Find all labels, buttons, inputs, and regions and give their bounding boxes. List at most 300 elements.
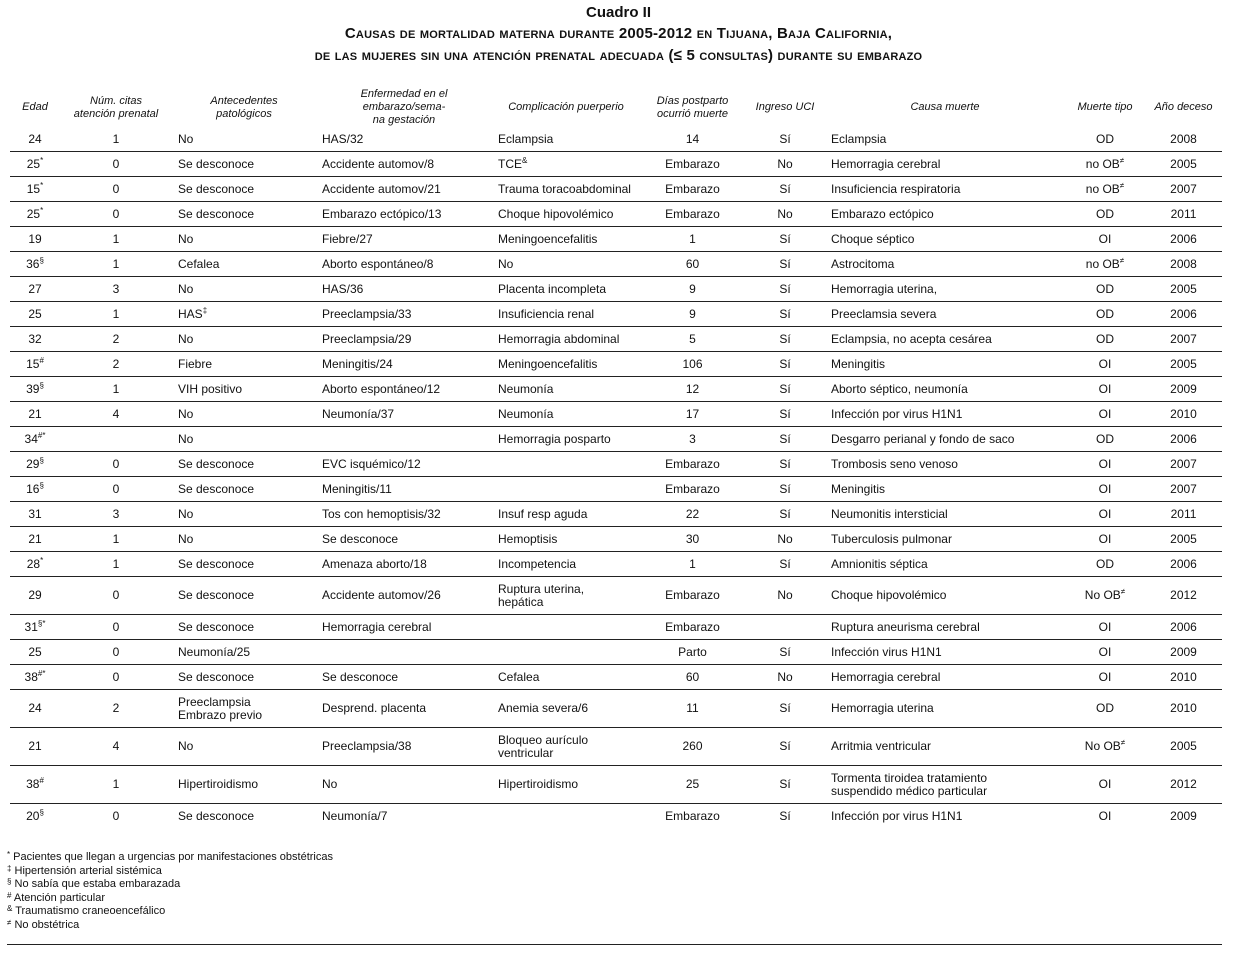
cell-antecedentes: [172, 804, 316, 829]
cell-uci-text: Sí: [779, 431, 791, 446]
footnote-marker: &: [522, 155, 528, 165]
cell-enfermedad: [316, 377, 492, 402]
cell-anio-text: 2009: [1170, 381, 1197, 396]
cell-citas: [60, 477, 172, 502]
cell-dias-text: 9: [689, 281, 696, 296]
cell-anio: [1145, 766, 1222, 804]
cell-tipo-text: OI: [1098, 808, 1112, 823]
cell-dias: [640, 615, 745, 640]
cell-complicacion: [492, 427, 640, 452]
cell-complicacion: [492, 202, 640, 227]
cell-dias: [640, 177, 745, 202]
cell-complicacion: [492, 728, 640, 766]
cell-edad-text: 21: [28, 406, 42, 421]
cell-edad-text: 29: [26, 456, 40, 471]
cell-anio-text: 2007: [1170, 331, 1197, 346]
cell-citas-text: 0: [112, 456, 120, 471]
cell-enfermedad: [316, 640, 492, 665]
cell-edad-text: 25: [28, 306, 42, 321]
cell-complicacion-text: Neumonía: [498, 406, 554, 421]
footnote-marker: ≠: [1119, 255, 1125, 265]
footnote-marker: *: [40, 555, 44, 565]
cell-uci-text: Sí: [779, 739, 791, 753]
cell-antecedentes-text: No: [178, 431, 194, 446]
cell-enfermedad-text: Se desconoce: [322, 669, 399, 684]
cell-edad-text: 20: [26, 808, 40, 823]
cell-dias: [640, 352, 745, 377]
cell-complicacion: [492, 552, 640, 577]
cell-tipo-text: OI: [1098, 381, 1112, 396]
cell-uci: [745, 502, 825, 527]
cell-enfermedad-text: HAS/32: [322, 131, 364, 146]
cell-citas-text: 0: [112, 481, 120, 496]
cell-enfermedad-text: Fiebre/27: [322, 231, 373, 246]
cell-causa-text: Hemorragia cerebral: [831, 156, 941, 171]
table-row: [10, 152, 1222, 177]
cell-tipo-text: OD: [1096, 331, 1114, 346]
cell-uci: [745, 227, 825, 252]
cell-citas-text: 0: [112, 206, 120, 221]
cell-edad: [10, 577, 60, 615]
cell-tipo-text: OI: [1098, 644, 1112, 659]
cell-anio-text: 2009: [1170, 808, 1197, 823]
cell-tipo: [1065, 552, 1145, 577]
cell-citas-text: 0: [112, 808, 120, 823]
cell-anio-text: 2011: [1170, 206, 1197, 221]
cell-anio: [1145, 452, 1222, 477]
cell-uci-text: Sí: [779, 556, 791, 571]
cell-complicacion: [492, 452, 640, 477]
cell-complicacion: [492, 690, 640, 728]
table-row: [10, 427, 1222, 452]
cell-uci-text: Sí: [779, 281, 791, 296]
footnote: [7, 892, 333, 906]
cell-tipo: [1065, 327, 1145, 352]
cell-dias-text: 9: [689, 306, 696, 321]
cell-uci-text: No: [777, 206, 793, 221]
cell-enfermedad: [316, 227, 492, 252]
cell-citas: [60, 377, 172, 402]
cell-edad: [10, 377, 60, 402]
cell-causa-text: Infección por virus H1N1: [831, 406, 963, 421]
table-row: [10, 252, 1222, 277]
cell-tipo: [1065, 577, 1145, 615]
cell-tipo: [1065, 640, 1145, 665]
cell-enfermedad-text: Meningitis/24: [322, 356, 393, 371]
cell-anio-text: 2012: [1170, 588, 1197, 602]
cell-antecedentes: [172, 452, 316, 477]
cell-enfermedad: [316, 690, 492, 728]
footnote-marker: §: [39, 255, 44, 265]
cell-citas: [60, 690, 172, 728]
cell-anio: [1145, 690, 1222, 728]
cell-citas-text: 0: [112, 156, 120, 171]
footnote-marker: §: [39, 380, 44, 390]
cell-citas-text: 1: [112, 777, 120, 791]
col-tipo: Muerte tipo: [1077, 101, 1133, 113]
cell-enfermedad: [316, 252, 492, 277]
table-title-line1: Causas de mortalidad materna durante 2005-2012 en Tijuana, Baja California,: [344, 25, 893, 42]
cell-edad: [10, 477, 60, 502]
cell-enfermedad-text: Embarazo ectópico/13: [322, 206, 442, 221]
cell-complicacion: [492, 302, 640, 327]
cell-citas: [60, 327, 172, 352]
cell-dias-text: Embarazo: [665, 588, 720, 602]
cell-complicacion-text: Hemorragia abdominal: [498, 331, 620, 346]
table-row: [10, 502, 1222, 527]
cell-enfermedad: [316, 177, 492, 202]
cell-uci-text: Sí: [779, 506, 791, 521]
bottom-rule: [7, 944, 1222, 945]
cell-uci: [745, 177, 825, 202]
footnote-text: No obstétrica: [11, 918, 80, 931]
cell-tipo: [1065, 502, 1145, 527]
cell-edad: [10, 640, 60, 665]
cell-anio-text: 2006: [1170, 556, 1197, 571]
cell-antecedentes-text: Se desconoce: [178, 156, 255, 171]
cell-edad: [10, 690, 60, 728]
cell-uci: [745, 302, 825, 327]
cell-edad-text: 19: [28, 231, 42, 246]
cell-antecedentes-text: No: [178, 531, 194, 546]
cell-enfermedad: [316, 552, 492, 577]
cell-anio: [1145, 615, 1222, 640]
cell-tipo: [1065, 127, 1145, 152]
cell-uci: [745, 352, 825, 377]
cell-complicacion: [492, 527, 640, 552]
cell-tipo: [1065, 352, 1145, 377]
cell-edad-text: 29: [28, 588, 42, 602]
cell-complicacion: [492, 766, 640, 804]
footnote-marker: #*: [37, 430, 46, 440]
cell-citas: [60, 427, 172, 452]
cell-dias: [640, 252, 745, 277]
cell-antecedentes-text: No: [178, 331, 194, 346]
cell-uci: [745, 766, 825, 804]
cell-tipo: [1065, 427, 1145, 452]
footnote-marker: *: [40, 205, 44, 215]
cell-complicacion-text: Placenta incompleta: [498, 281, 607, 296]
cell-antecedentes-text: Cefalea: [178, 256, 220, 271]
cell-enfermedad-text: Accidente automov/8: [322, 156, 435, 171]
cell-dias: [640, 377, 745, 402]
col-anio: Año deceso: [1154, 101, 1213, 113]
cell-antecedentes: [172, 527, 316, 552]
cell-enfermedad: [316, 665, 492, 690]
footnote-text: Atención particular: [11, 891, 106, 904]
cell-antecedentes: [172, 766, 316, 804]
cell-uci-text: Sí: [779, 456, 791, 471]
footnote-symbol: &: [7, 904, 13, 913]
cell-tipo: [1065, 728, 1145, 766]
cell-antecedentes-text: No: [178, 506, 194, 521]
cell-anio: [1145, 252, 1222, 277]
cell-citas: [60, 302, 172, 327]
cell-complicacion: [492, 327, 640, 352]
footnote-symbol: ‡: [7, 863, 12, 873]
cell-enfermedad-text: Se desconoce: [322, 531, 399, 546]
cell-citas: [60, 277, 172, 302]
cell-uci: [745, 552, 825, 577]
cell-anio-text: 2007: [1170, 181, 1197, 196]
cell-complicacion: [492, 277, 640, 302]
cell-causa-text: Arritmia ventricular: [831, 739, 932, 753]
col-antecedentes: Antecedentes patológicos: [210, 94, 278, 120]
cell-uci: [745, 402, 825, 427]
cell-antecedentes-text: Se desconoce: [178, 181, 255, 196]
cell-anio: [1145, 427, 1222, 452]
footnote-text: Pacientes que llegan a urgencias por manifestaciones obstétricas: [10, 851, 333, 863]
footnote-marker: ‡: [202, 305, 208, 315]
cell-complicacion-text: Choque hipovolémico: [498, 206, 614, 221]
cell-causa-text: Embarazo ectópico: [831, 206, 934, 221]
footnote: [7, 865, 333, 879]
cell-causa: [825, 690, 1065, 728]
cell-dias-text: 25: [685, 777, 700, 791]
cell-edad: [10, 327, 60, 352]
cell-citas-text: 2: [112, 331, 120, 346]
cell-anio: [1145, 728, 1222, 766]
cell-tipo: [1065, 527, 1145, 552]
cell-edad-text: 38: [24, 669, 38, 684]
cell-dias: [640, 302, 745, 327]
cell-edad: [10, 302, 60, 327]
cell-anio: [1145, 302, 1222, 327]
cell-citas: [60, 352, 172, 377]
cell-anio-text: 2009: [1170, 644, 1197, 659]
cell-enfermedad: [316, 427, 492, 452]
cell-enfermedad: [316, 127, 492, 152]
cell-enfermedad: [316, 527, 492, 552]
footnote-symbol: *: [7, 850, 11, 859]
cell-enfermedad: [316, 502, 492, 527]
cell-edad: [10, 527, 60, 552]
cell-antecedentes: [172, 477, 316, 502]
cell-citas: [60, 402, 172, 427]
cell-anio-text: 2005: [1170, 156, 1197, 171]
table-title-line2: de las mujeres sin una atención prenatal adecuada (≤ 5 consultas) durante su embarazo: [314, 47, 923, 64]
cell-causa: [825, 402, 1065, 427]
cell-dias-text: Embarazo: [665, 181, 720, 196]
table-row: [10, 690, 1222, 728]
cell-antecedentes-text: Se desconoce: [178, 456, 255, 471]
cell-complicacion: [492, 615, 640, 640]
cell-enfermedad-text: Hemorragia cerebral: [322, 619, 432, 634]
cell-causa: [825, 327, 1065, 352]
cell-antecedentes-text: Se desconoce: [178, 556, 255, 571]
cell-antecedentes: [172, 327, 316, 352]
cell-uci-text: No: [777, 588, 793, 602]
cell-anio: [1145, 152, 1222, 177]
cell-dias-text: Embarazo: [665, 619, 720, 634]
cell-complicacion: [492, 352, 640, 377]
cell-edad-text: 15: [26, 181, 41, 196]
cell-complicacion-text: TCE: [498, 156, 522, 171]
cell-citas: [60, 804, 172, 829]
cell-dias-text: 1: [689, 556, 696, 571]
cell-causa: [825, 615, 1065, 640]
cell-uci-text: No: [777, 669, 793, 684]
cell-anio: [1145, 665, 1222, 690]
cell-tipo: [1065, 615, 1145, 640]
cell-causa: [825, 477, 1065, 502]
cell-edad-text: 38: [26, 777, 40, 791]
cell-edad: [10, 177, 60, 202]
table-row: [10, 402, 1222, 427]
cell-uci-text: Sí: [779, 231, 791, 246]
cell-citas: [60, 452, 172, 477]
cell-tipo: [1065, 227, 1145, 252]
cell-uci: [745, 527, 825, 552]
cell-dias: [640, 728, 745, 766]
footnote: [7, 905, 333, 919]
cell-causa-text: Tormenta tiroidea tratamiento suspendido médico particular: [831, 770, 988, 798]
col-uci: Ingreso UCI: [755, 101, 815, 113]
cell-uci-text: Sí: [779, 406, 791, 421]
table-row: [10, 227, 1222, 252]
cell-tipo-text: OD: [1096, 131, 1114, 146]
cell-edad: [10, 766, 60, 804]
cell-antecedentes: [172, 502, 316, 527]
cell-edad: [10, 352, 60, 377]
cell-antecedentes-text: No: [178, 281, 194, 296]
cell-antecedentes: [172, 202, 316, 227]
cell-citas-text: 1: [112, 231, 120, 246]
table-row: [10, 352, 1222, 377]
footnote-marker: *: [40, 155, 44, 165]
cell-enfermedad: [316, 728, 492, 766]
cell-causa-text: Amnionitis séptica: [831, 556, 928, 571]
footnote-symbol: §: [7, 877, 12, 886]
cell-complicacion-text: Hemoptisis: [498, 531, 558, 546]
cell-tipo: [1065, 690, 1145, 728]
cell-citas-text: 0: [112, 619, 120, 634]
cell-edad: [10, 277, 60, 302]
cell-anio: [1145, 352, 1222, 377]
cell-enfermedad-text: Aborto espontáneo/8: [322, 256, 434, 271]
cell-anio: [1145, 202, 1222, 227]
cell-edad: [10, 227, 60, 252]
cell-dias-text: 30: [685, 531, 700, 546]
cell-tipo-text: OI: [1098, 356, 1112, 371]
cell-causa: [825, 452, 1065, 477]
cell-antecedentes: [172, 127, 316, 152]
cell-tipo-text: OD: [1096, 206, 1114, 221]
cell-dias-text: 14: [685, 131, 700, 146]
cell-uci: [745, 477, 825, 502]
cell-tipo: [1065, 804, 1145, 829]
cell-edad: [10, 427, 60, 452]
cell-dias-text: Parto: [678, 644, 707, 659]
cell-enfermedad-text: No: [322, 777, 338, 791]
cell-edad: [10, 615, 60, 640]
cell-enfermedad-text: Preeclampsia/29: [322, 331, 412, 346]
cell-antecedentes: [172, 152, 316, 177]
cell-anio-text: 2006: [1170, 619, 1197, 634]
cell-uci-text: No: [777, 531, 793, 546]
cell-enfermedad-text: Neumonía/37: [322, 406, 395, 421]
cell-tipo: [1065, 252, 1145, 277]
cell-antecedentes-text: Hipertiroidismo: [178, 777, 259, 791]
cell-edad: [10, 402, 60, 427]
cell-enfermedad-text: Amenaza aborto/18: [322, 556, 427, 571]
cell-complicacion-text: Cefalea: [498, 669, 540, 684]
cell-anio: [1145, 477, 1222, 502]
table-row: [10, 766, 1222, 804]
cell-anio-text: 2007: [1170, 481, 1197, 496]
table-row: [10, 277, 1222, 302]
table-row: [10, 202, 1222, 227]
cell-citas: [60, 527, 172, 552]
cell-tipo: [1065, 766, 1145, 804]
cell-complicacion-text: Insuficiencia renal: [498, 306, 595, 321]
cell-causa: [825, 552, 1065, 577]
cell-anio-text: 2011: [1170, 506, 1197, 521]
footnote-marker: §*: [37, 618, 46, 628]
cell-dias: [640, 152, 745, 177]
cell-citas: [60, 202, 172, 227]
cell-dias-text: 260: [682, 739, 703, 753]
table-row: [10, 177, 1222, 202]
cell-citas-text: 3: [112, 506, 120, 521]
cell-uci: [745, 615, 825, 640]
cell-complicacion-text: Hipertiroidismo: [498, 777, 579, 791]
cell-tipo: [1065, 452, 1145, 477]
cell-enfermedad: [316, 452, 492, 477]
cell-citas: [60, 127, 172, 152]
cell-causa-text: Hemorragia uterina,: [831, 281, 938, 296]
cell-enfermedad-text: Meningitis/11: [322, 481, 392, 496]
cell-complicacion-text: Meningoencefalitis: [498, 231, 598, 246]
cell-dias: [640, 427, 745, 452]
cell-tipo-text: OI: [1098, 506, 1112, 521]
cell-antecedentes: [172, 227, 316, 252]
cell-uci-text: Sí: [779, 644, 791, 659]
cell-antecedentes-text: No: [178, 739, 194, 753]
cell-antecedentes-text: No: [178, 131, 194, 146]
cell-tipo: [1065, 202, 1145, 227]
cell-anio: [1145, 377, 1222, 402]
cell-anio-text: 2008: [1170, 256, 1197, 271]
footnote-marker: §: [39, 455, 44, 465]
footnote: [7, 919, 333, 933]
cell-causa-text: Eclampsia, no acepta cesárea: [831, 331, 992, 346]
cell-citas-text: 1: [112, 556, 120, 571]
cell-tipo: [1065, 277, 1145, 302]
cell-edad-text: 39: [26, 381, 40, 396]
cell-enfermedad: [316, 352, 492, 377]
cell-citas: [60, 552, 172, 577]
cell-edad-text: 32: [28, 331, 42, 346]
cell-dias-text: Embarazo: [665, 456, 720, 471]
cell-causa: [825, 728, 1065, 766]
cell-dias-text: 60: [685, 256, 700, 271]
table-row: [10, 615, 1222, 640]
cell-tipo-text: no OB: [1085, 256, 1120, 271]
cell-dias: [640, 402, 745, 427]
cell-anio: [1145, 227, 1222, 252]
cell-uci: [745, 452, 825, 477]
cell-causa: [825, 252, 1065, 277]
cell-uci-text: Sí: [779, 381, 791, 396]
cell-antecedentes-text: Neumonía/25: [178, 644, 251, 659]
cell-tipo-text: OI: [1098, 619, 1112, 634]
cell-dias-text: Embarazo: [665, 206, 720, 221]
cell-dias: [640, 202, 745, 227]
cell-uci: [745, 804, 825, 829]
footnote-marker: *: [40, 180, 44, 190]
cell-enfermedad: [316, 277, 492, 302]
